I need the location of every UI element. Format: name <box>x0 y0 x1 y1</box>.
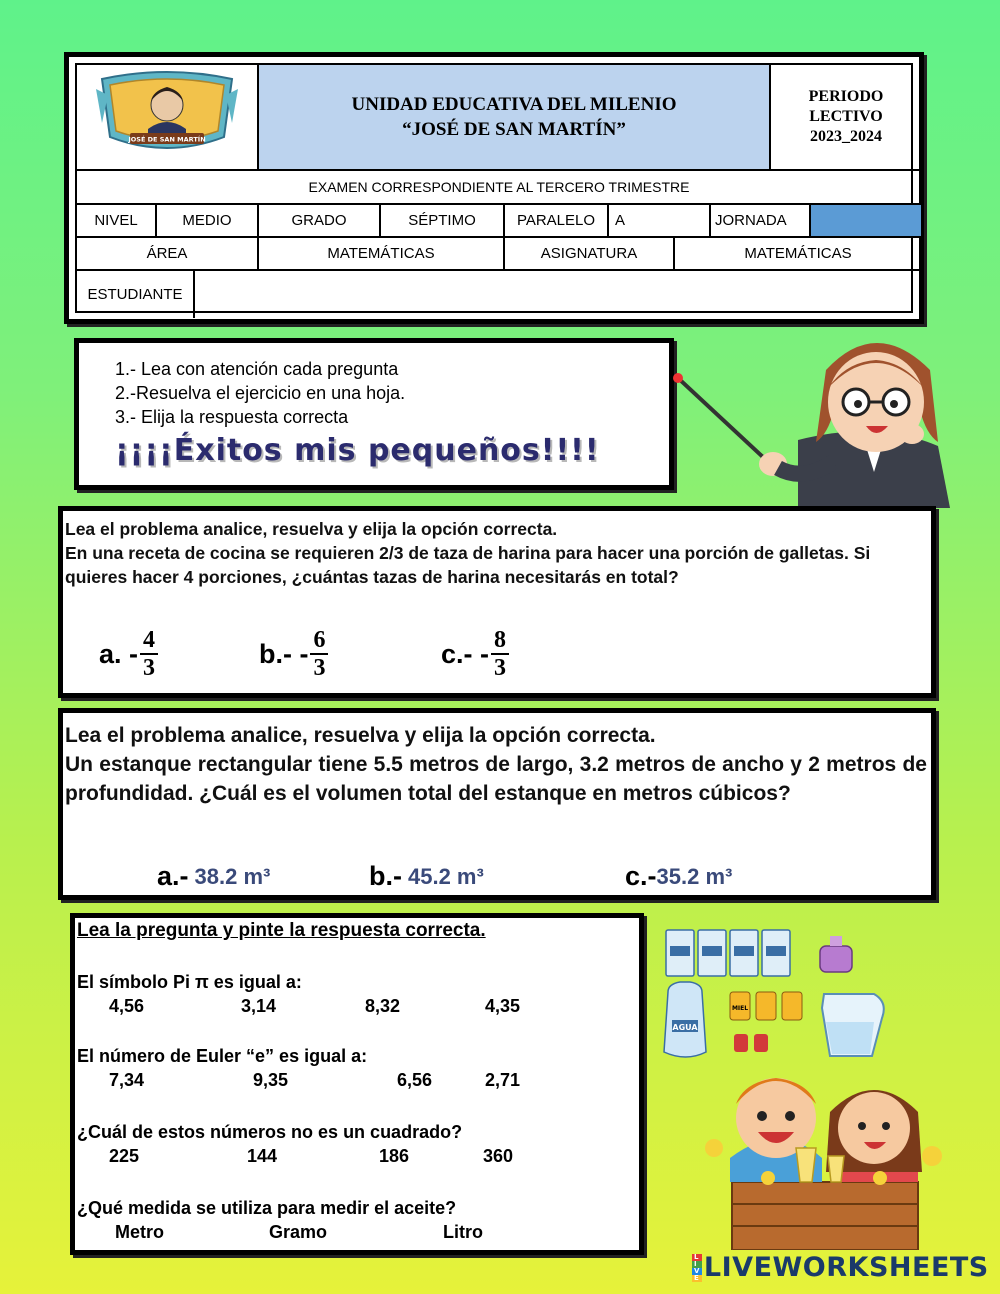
jornada-label: JORNADA <box>711 205 811 238</box>
school-name-line-1: UNIDAD EDUCATIVA DEL MILENIO <box>351 94 677 115</box>
area-label: ÁREA <box>77 238 259 271</box>
exam-header <box>64 52 924 324</box>
problem-2-option-a[interactable] <box>157 861 270 892</box>
answer-option[interactable]: Metro <box>115 1222 164 1242</box>
option-label: a.- <box>157 861 189 891</box>
question-2: El número de Euler “e” es igual a: <box>77 1046 368 1066</box>
answer-option[interactable]: 7,34 <box>109 1070 145 1090</box>
area-value: MATEMÁTICAS <box>259 238 505 271</box>
option-label: a. - <box>99 638 139 669</box>
answer-option[interactable]: 3,14 <box>241 996 277 1016</box>
paralelo-label: PARALELO <box>505 205 609 238</box>
option-fraction <box>140 627 158 681</box>
estudiante-label: ESTUDIANTE <box>77 271 195 318</box>
fraction-denominator: 3 <box>494 655 507 681</box>
problem-1-option-a[interactable] <box>99 627 158 681</box>
fraction-numerator: 8 <box>491 627 509 655</box>
estudiante-field[interactable] <box>195 271 921 318</box>
question-4: ¿Qué medida se utiliza para medir el aceite? <box>77 1198 457 1218</box>
fraction-numerator: 6 <box>310 627 328 655</box>
grado-value: SÉPTIMO <box>381 205 505 238</box>
questions-box <box>70 913 644 1255</box>
cheer-text: ¡¡¡¡Éxitos mis pequeños!!!! <box>115 433 600 468</box>
problem-1-instruction: Lea el problema analice, resuelva y elija la opción correcta. <box>65 519 558 539</box>
answer-option[interactable]: 225 <box>109 1146 140 1166</box>
paralelo-value: A <box>609 205 711 238</box>
problem-2-option-b[interactable] <box>369 861 484 892</box>
nivel-value: MEDIO <box>157 205 259 238</box>
liveworksheets-logo <box>692 1252 989 1283</box>
kids-lemonade-icon <box>696 1064 956 1250</box>
school-title <box>259 65 771 171</box>
problem-2-box <box>58 708 936 900</box>
asignatura-value: MATEMÁTICAS <box>675 238 921 271</box>
answer-option[interactable]: 6,56 <box>397 1070 433 1090</box>
option-label: b.- <box>369 861 402 891</box>
exam-title: EXAMEN CORRESPONDIENTE AL TERCERO TRIMESTRE <box>77 171 921 205</box>
option-value: 35.2 m³ <box>656 863 733 889</box>
instructions-box <box>74 338 674 490</box>
fraction-numerator: 4 <box>140 627 158 655</box>
school-crest-icon <box>82 67 252 167</box>
brand-mark-icon: L I V E <box>694 1252 700 1282</box>
problem-2-option-c[interactable] <box>625 861 732 892</box>
asignatura-label: ASIGNATURA <box>505 238 675 271</box>
juice-label: MIEL <box>731 1005 749 1012</box>
period-box <box>771 65 921 171</box>
instruction-3: 3.- Elija la respuesta correcta <box>115 407 349 427</box>
answer-option[interactable]: 9,35 <box>253 1070 289 1090</box>
grado-label: GRADO <box>259 205 381 238</box>
answer-option[interactable]: 4,56 <box>109 996 145 1016</box>
instruction-1: 1.- Lea con atención cada pregunta <box>115 359 399 379</box>
teacher-illustration-icon <box>668 322 968 508</box>
answer-option[interactable]: 186 <box>379 1146 410 1166</box>
liquid-containers-icon <box>660 922 896 1062</box>
answer-option[interactable]: 2,71 <box>485 1070 521 1090</box>
problem-2-instruction: Lea el problema analice, resuelva y elija la opción correcta. <box>65 724 656 747</box>
question-3: ¿Cuál de estos números no es un cuadrado? <box>77 1122 463 1142</box>
header-grid <box>75 63 913 313</box>
answer-option[interactable]: 8,32 <box>365 996 401 1016</box>
answer-option[interactable]: 4,35 <box>485 996 521 1016</box>
option-fraction <box>310 627 328 681</box>
question-1: El símbolo Pi π es igual a: <box>77 972 302 992</box>
answer-option[interactable]: Litro <box>443 1222 483 1242</box>
option-fraction <box>491 627 509 681</box>
option-label: c.- <box>625 861 657 891</box>
option-value: 38.2 m³ <box>194 863 271 889</box>
jornada-value <box>811 205 921 238</box>
school-name-line-2: “JOSÉ DE SAN MARTÍN” <box>402 119 626 140</box>
option-label: c.- - <box>441 638 490 669</box>
water-label: AGUA <box>672 1023 698 1032</box>
problem-2-statement: Un estanque rectangular tiene 5.5 metros de largo, 3.2 metros de ancho y 2 metros de profundidad. ¿Cuál es el volumen total del estanque en metros cúbicos? <box>65 753 927 805</box>
answer-option[interactable]: 360 <box>483 1146 514 1166</box>
questions-title: Lea la pregunta y pinte la respuesta correcta. <box>77 920 486 941</box>
answer-option[interactable]: 144 <box>247 1146 278 1166</box>
option-label: b.- - <box>259 638 309 669</box>
school-logo <box>77 65 259 171</box>
instruction-2: 2.-Resuelva el ejercicio en una hoja. <box>115 383 406 403</box>
fraction-denominator: 3 <box>143 655 156 681</box>
period-year: 2023_2024 <box>810 128 882 145</box>
period-lectivo: LECTIVO <box>809 108 883 125</box>
answer-option[interactable]: Gramo <box>269 1222 328 1242</box>
problem-1-statement: En una receta de cocina se requieren 2/3 de taza de harina para hacer una porción de galletas. Si quieres hacer 4 porciones, ¿cuántas tazas de harina necesitarás en total? <box>65 543 871 587</box>
problem-1-box <box>58 506 936 698</box>
problem-1-option-c[interactable] <box>441 627 509 681</box>
fraction-denominator: 3 <box>313 655 326 681</box>
brand-text: LIVEWORKSHEETS <box>703 1252 989 1283</box>
period-label: PERIODO <box>808 88 884 105</box>
problem-2-text <box>65 721 927 808</box>
nivel-label: NIVEL <box>77 205 157 238</box>
option-value: 45.2 m³ <box>408 863 484 889</box>
problem-1-text <box>65 517 927 589</box>
problem-1-option-b[interactable] <box>259 627 328 681</box>
logo-banner: JOSÉ DE SAN MARTÍN <box>128 135 206 144</box>
